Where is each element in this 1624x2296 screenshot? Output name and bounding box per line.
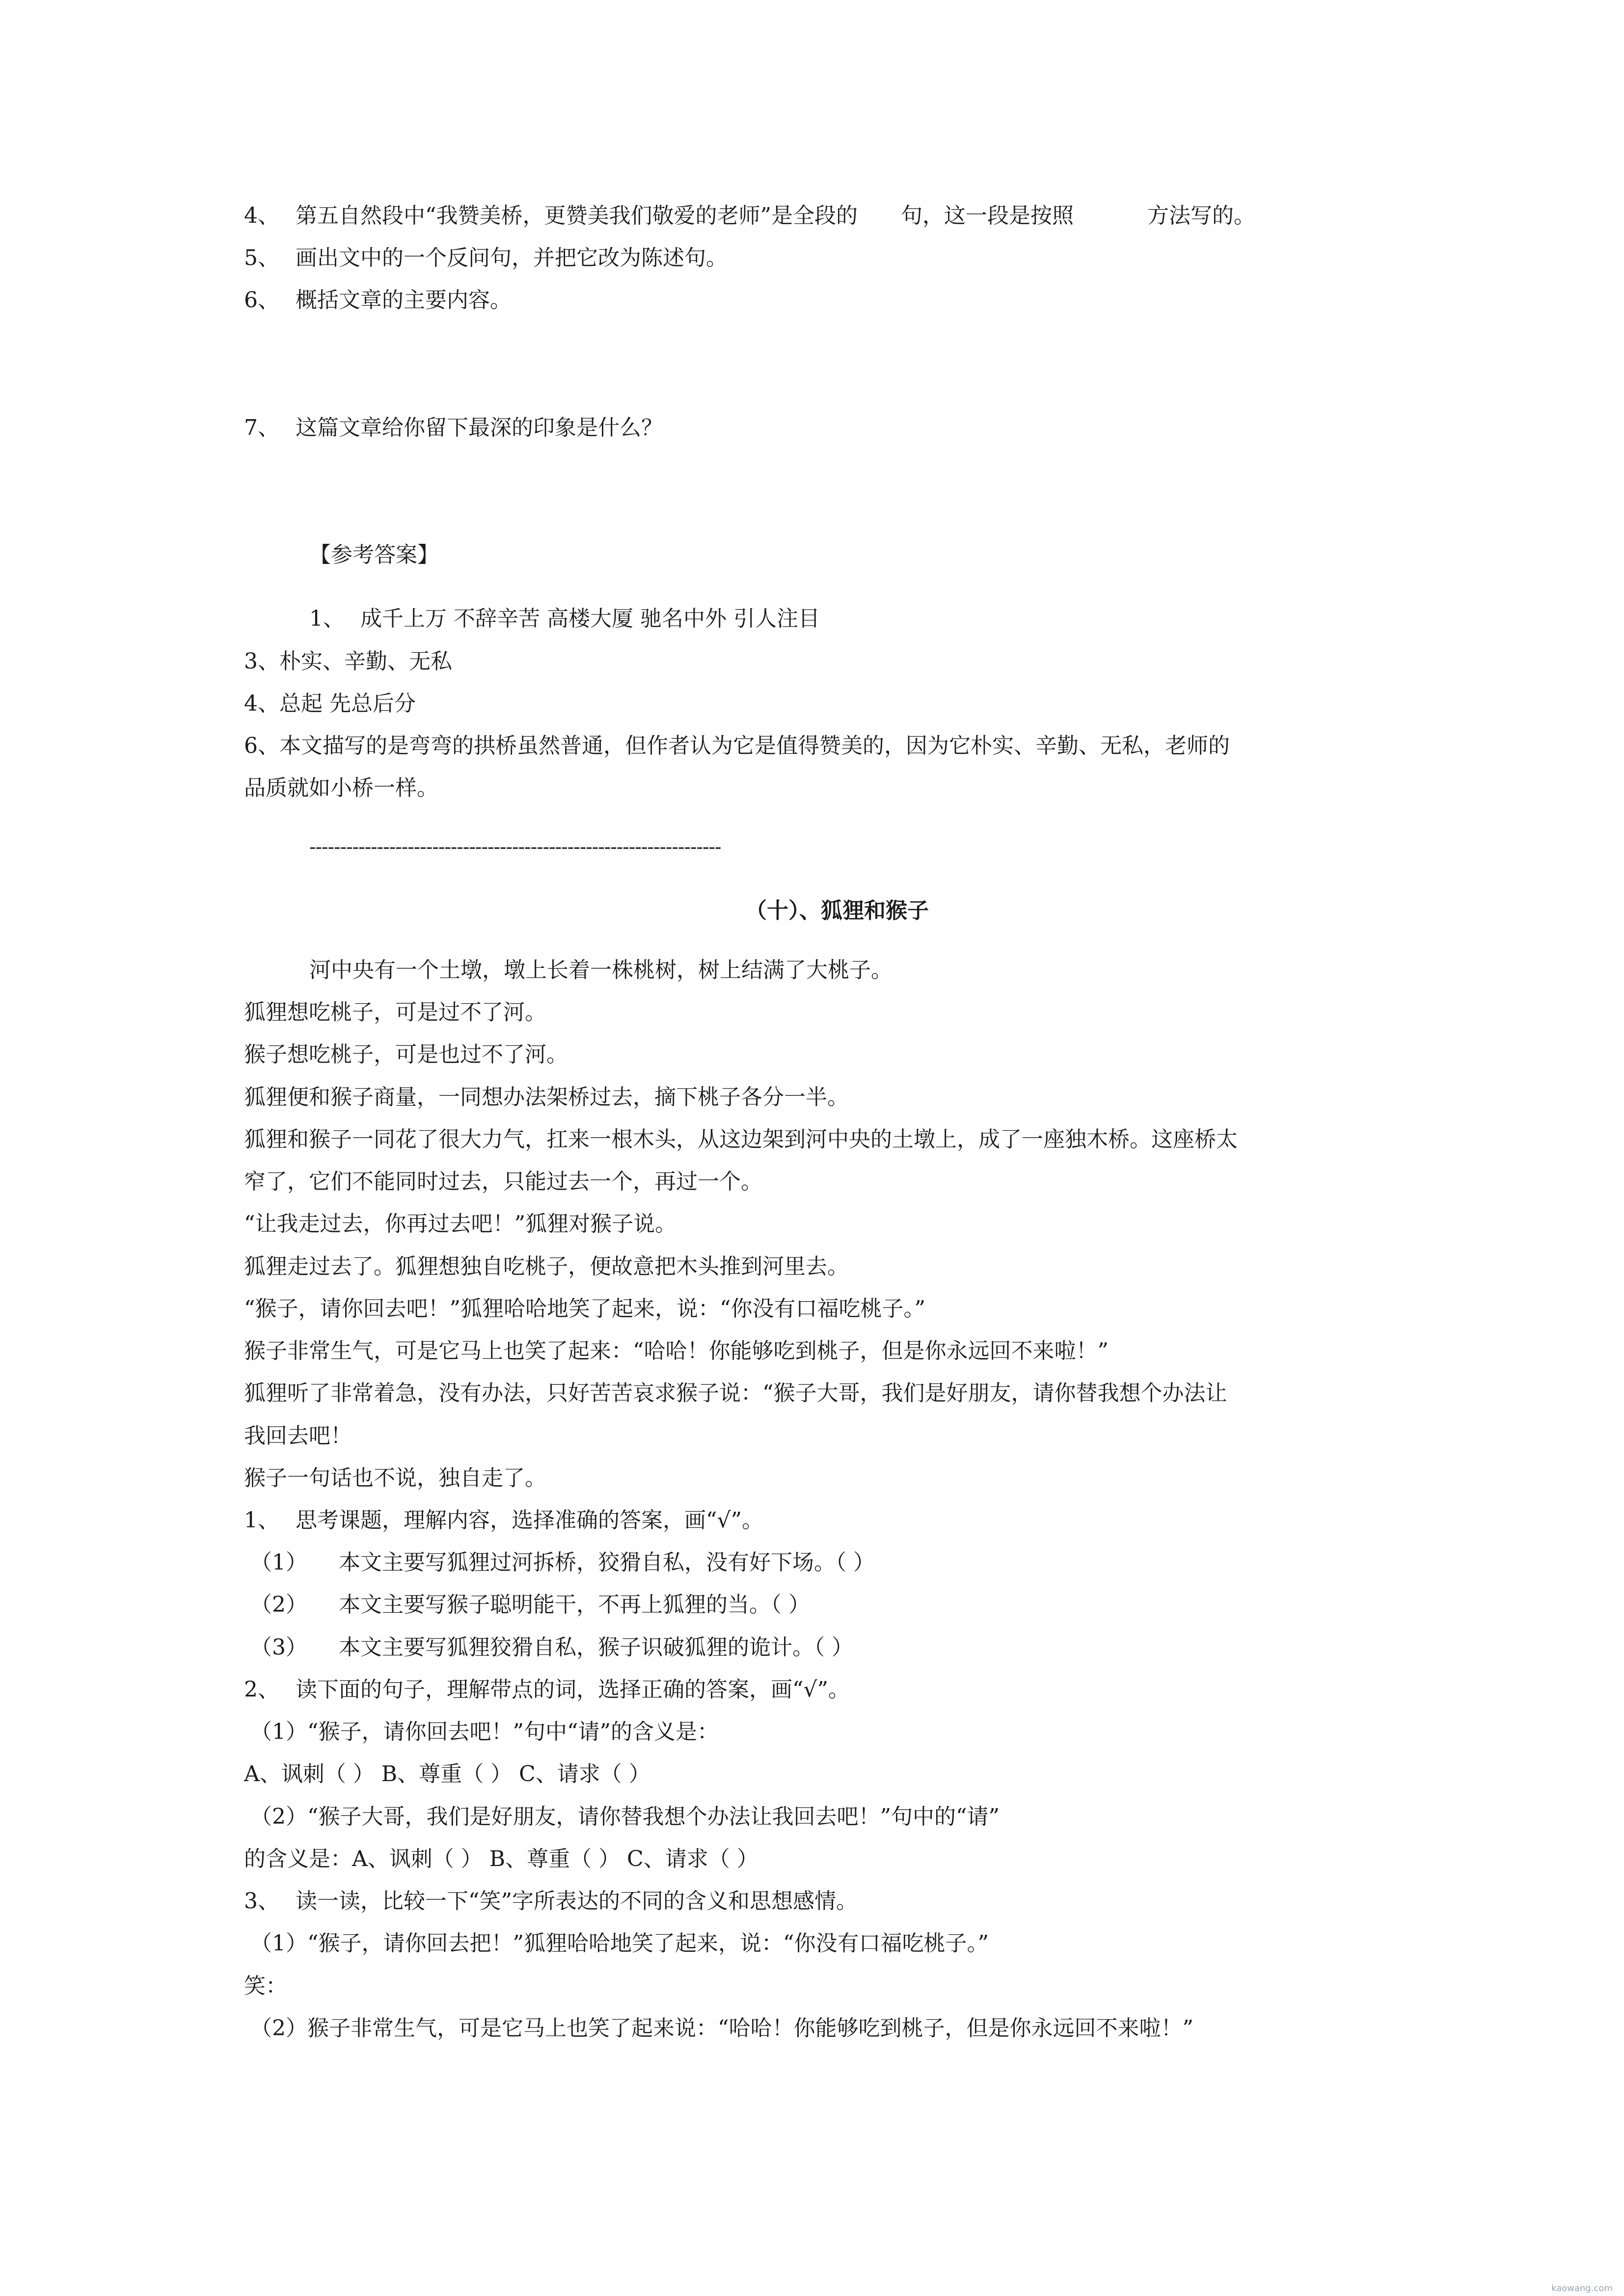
story-paragraph: 猴子想吃桃子，可是也过不了河。 [244,1042,568,1067]
question-4 [244,203,1255,229]
exercise-text: 读一读，比较一下“笑”字所表达的不同的含义和思想感情。 [296,1889,858,1914]
story-title: （十）、狐狸和猴子 [745,898,929,923]
question-6 [244,288,512,313]
question-text: 第五自然段中“我赞美桥，更赞美我们敬爱的老师”是全段的 [296,203,858,228]
option-label: （3） [250,1635,307,1660]
question-5 [244,245,728,271]
story-paragraph: “让我走过去，你再过去吧！”狐狸对猴子说。 [244,1211,677,1236]
story-paragraph: 狐狸想吃桃子，可是过不了河。 [244,1000,546,1025]
exercise-3-line: （1）“猴子，请你回去把！”狐狸哈哈地笑了起来，说：“你没有口福吃桃子。” [250,1931,989,1956]
exercise-3-line: （2）猴子非常生气，可是它马上也笑了起来说：“哈哈！你能够吃到桃子，但是你永远回不来啦！” [250,2016,1193,2041]
exercise-1 [244,1508,763,1533]
answer-number: 1、 [309,606,345,631]
question-text: 这篇文章给你留下最深的印象是什么？ [296,415,663,440]
answer-6-line-2: 品质就如小桥一样。 [244,775,438,801]
exercise-3 [244,1889,858,1914]
story-paragraph: 猴子一句话也不说，独自走了。 [244,1466,546,1491]
question-number: 5、 [244,245,279,270]
option-text: 本文主要写狐狸过河拆桥，狡猾自私，没有好下场。（ ） [339,1550,875,1575]
story-paragraph: 窄了，它们不能同时过去，只能过去一个，再过一个。 [244,1169,762,1194]
story-paragraph: 猴子非常生气，可是它马上也笑了起来：“哈哈！你能够吃到桃子，但是你永远回不来啦！” [244,1338,1109,1363]
question-number: 6、 [244,288,279,313]
section-divider: ------------------------------------------------------------------- [309,836,721,858]
exercise-2-choices: A、讽刺（ ） B、尊重（ ） C、请求（ ） [244,1762,650,1787]
answer-text: 成千上万 不辞辛苦 高楼大厦 驰名中外 引人注目 [360,606,820,631]
option-label: （1） [250,1550,307,1575]
question-text: 画出文中的一个反问句，并把它改为陈述句。 [296,245,728,270]
exercise-2 [244,1677,850,1703]
exercise-2-choices: 的含义是：A、讽刺（ ） B、尊重（ ） C、请求（ ） [244,1846,758,1871]
question-number: 7、 [244,415,279,440]
exercise-3-answer-label: 笑： [244,1974,287,1999]
exercise-number: 1、 [244,1508,279,1533]
option-text: 本文主要写猴子聪明能干，不再上狐狸的当。（ ） [339,1592,810,1617]
answer-4: 4、总起 先总后分 [244,691,416,716]
option-label: （2） [250,1592,307,1617]
story-paragraph: 河中央有一个土墩，墩上长着一株桃树，树上结满了大桃子。 [309,958,893,983]
watermark: kaowang.com [1551,2283,1613,2294]
exercise-2-line: （2）“猴子大哥，我们是好朋友，请你替我想个办法让我回去吧！”句中的“请” [250,1804,1000,1829]
exercise-text: 读下面的句子，理解带点的词，选择正确的答案，画“√”。 [296,1677,850,1702]
exercise-1-option [250,1550,875,1575]
question-text: 方法写的。 [1147,203,1255,228]
answer-6-line-1: 6、本文描写的是弯弯的拱桥虽然普通，但作者认为它是值得赞美的，因为它朴实、辛勤、无私，老师的 [244,733,1230,758]
exercise-1-option [250,1635,853,1660]
story-paragraph: 狐狸走过去了。狐狸想独自吃桃子，便故意把木头推到河里去。 [244,1254,849,1279]
story-paragraph: “猴子，请你回去吧！”狐狸哈哈地笑了起来，说：“你没有口福吃桃子。” [244,1296,925,1321]
exercise-1-option [250,1592,810,1618]
question-text: 句，这一段是按照 [901,203,1074,228]
exercise-text: 思考课题，理解内容，选择准确的答案，画“√”。 [296,1508,764,1533]
option-text: 本文主要写狐狸狡猾自私，猴子识破狐狸的诡计。（ ） [339,1635,853,1660]
answer-1 [309,606,820,632]
story-paragraph: 狐狸和猴子一同花了很大力气，扛来一根木头，从这边架到河中央的土墩上，成了一座独木桥。这座桥太 [244,1127,1238,1152]
story-paragraph: 狐狸听了非常着急，没有办法，只好苦苦哀求猴子说：“猴子大哥，我们是好朋友，请你替我想个办法让 [244,1381,1227,1406]
answer-3: 3、朴实、辛勤、无私 [244,649,452,674]
answers-heading: 【参考答案】 [309,542,439,567]
exercise-2-line: （1）“猴子，请你回去吧！”句中“请”的含义是： [250,1719,719,1744]
question-text: 概括文章的主要内容。 [296,288,512,313]
exercise-number: 3、 [244,1889,279,1914]
exercise-number: 2、 [244,1677,279,1702]
story-paragraph: 狐狸便和猴子商量，一同想办法架桥过去，摘下桃子各分一半。 [244,1085,849,1110]
story-paragraph: 我回去吧！ [244,1423,352,1448]
question-number: 4、 [244,203,279,228]
question-7 [244,415,663,441]
